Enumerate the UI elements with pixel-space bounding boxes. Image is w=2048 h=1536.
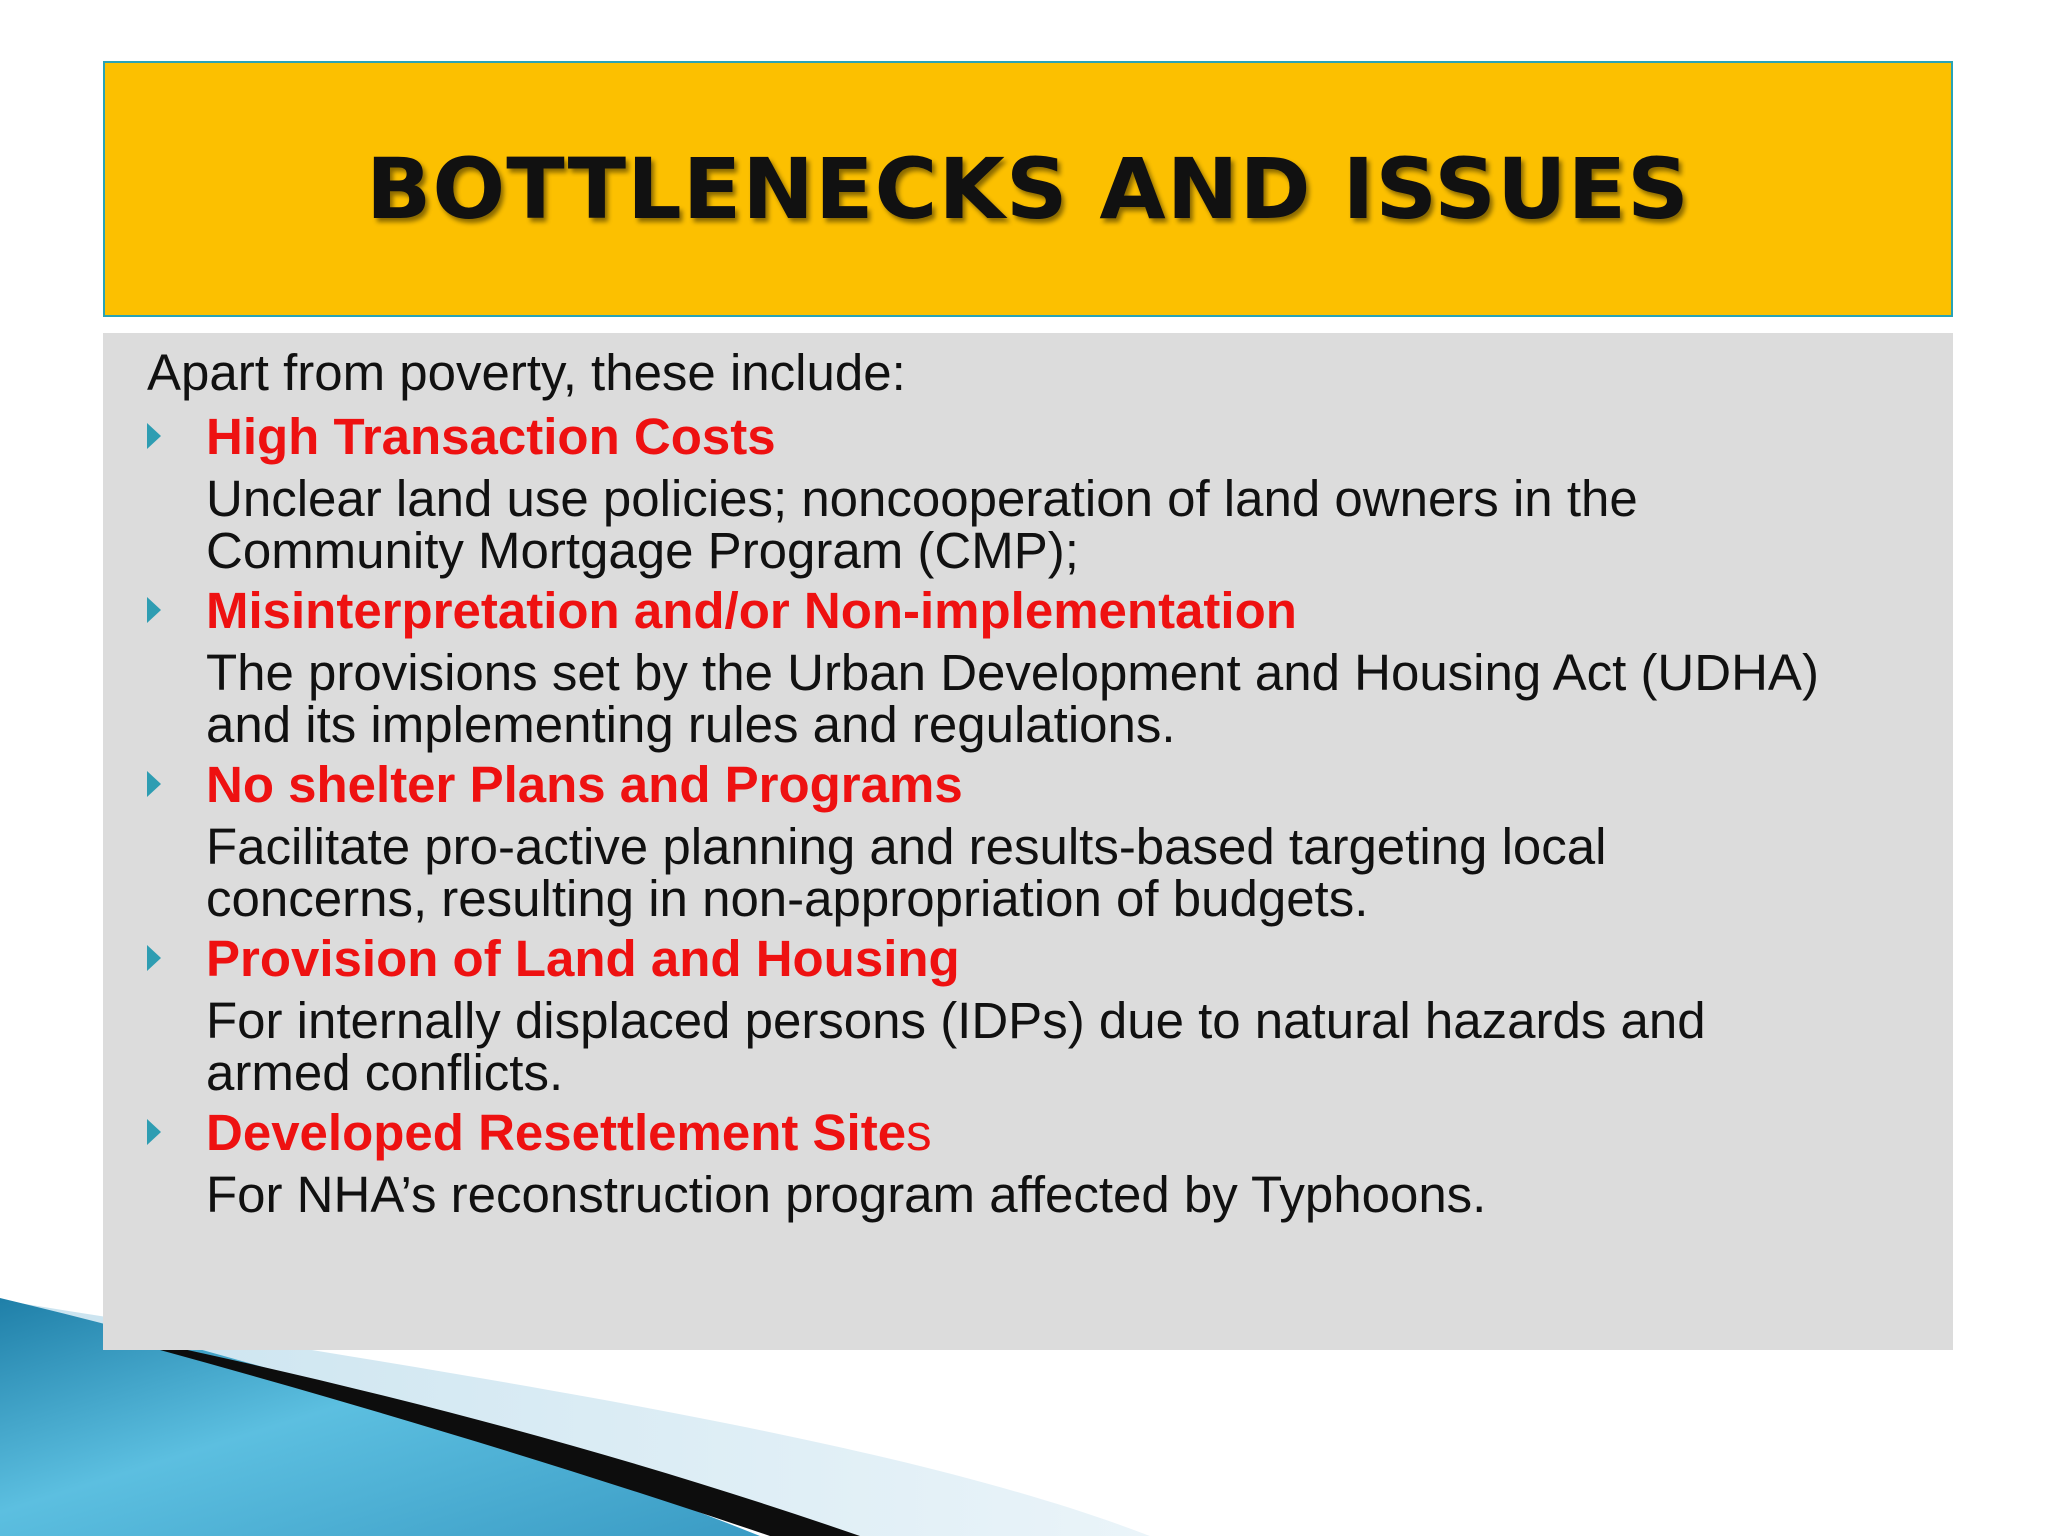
item-heading: No shelter Plans and Programs	[206, 756, 963, 813]
title-banner	[103, 61, 1953, 317]
list-item	[147, 755, 1953, 925]
item-description: For internally displaced persons (IDPs) due to natural hazards and armed conflicts.	[206, 992, 1706, 1101]
item-description: Facilitate pro-active planning and results-based targeting local concerns, resulting in non-appropriation of budgets.	[206, 818, 1607, 927]
triangle-bullet-icon	[147, 1119, 161, 1145]
list-item	[147, 929, 1953, 1099]
triangle-bullet-icon	[147, 423, 161, 449]
triangle-bullet-icon	[147, 771, 161, 797]
list-item	[147, 1103, 1953, 1221]
item-description: For NHA’s reconstruction program affected by Typhoons.	[206, 1166, 1487, 1223]
item-heading: High Transaction Costs	[206, 408, 776, 465]
list-item	[147, 407, 1953, 577]
item-heading: Misinterpretation and/or Non-implementation	[206, 582, 1297, 639]
item-description: The provisions set by the Urban Development and Housing Act (UDHA) and its implementing rules and regulations.	[206, 644, 1819, 753]
item-description: Unclear land use policies; noncooperation of land owners in the Community Mortgage Program (CMP);	[206, 470, 1638, 579]
triangle-bullet-icon	[147, 597, 161, 623]
slide-title: BOTTLENECKS AND ISSUES	[366, 140, 1690, 238]
list-item	[147, 581, 1953, 751]
content-panel	[103, 333, 1953, 1350]
triangle-bullet-icon	[147, 945, 161, 971]
item-heading: Developed Resettlement Sites	[206, 1104, 932, 1161]
intro-text: Apart from poverty, these include:	[147, 344, 906, 401]
item-heading: Provision of Land and Housing	[206, 930, 960, 987]
